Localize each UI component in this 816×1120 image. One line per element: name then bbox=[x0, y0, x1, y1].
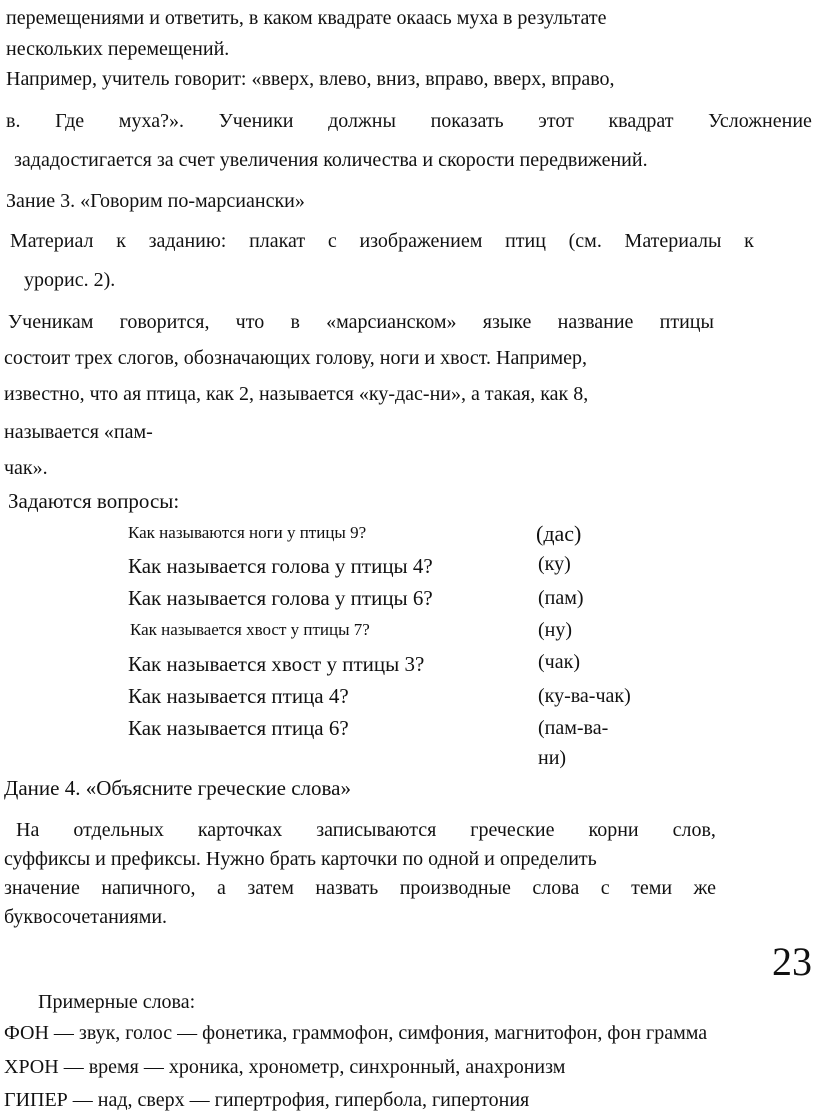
word: Материалы bbox=[624, 230, 722, 252]
task3-paragraph-line-3: известно, что ая птица, как 2, называется «ку-дас-ни», а такая, как 8, bbox=[4, 383, 589, 405]
example-item-2: ХРОН — время — хроника, хронометр, синхронный, анахронизм bbox=[4, 1056, 566, 1078]
word: этот bbox=[538, 110, 574, 132]
intro-line-4 bbox=[6, 109, 812, 133]
examples-heading: Примерные слова: bbox=[38, 991, 196, 1013]
word: корни bbox=[588, 819, 639, 841]
word: квадрат bbox=[608, 110, 674, 132]
word: должны bbox=[328, 110, 396, 132]
word: изображением bbox=[359, 230, 483, 252]
word: муха?». bbox=[118, 110, 184, 132]
word: плакат bbox=[249, 230, 306, 252]
answer-1: (дас) bbox=[536, 521, 582, 546]
question-6: Как называется птица 4? bbox=[128, 684, 349, 708]
questions-heading: Задаются вопросы: bbox=[8, 489, 180, 513]
answer-7: (пам-ва- bbox=[538, 717, 609, 739]
task4-line-4: буквосочетаниями. bbox=[4, 906, 168, 928]
question-2: Как называется голова у птицы 4? bbox=[128, 554, 433, 578]
word: производные bbox=[399, 877, 511, 899]
task4-line-1 bbox=[16, 818, 716, 842]
question-7: Как называется птица 6? bbox=[128, 716, 349, 740]
word: заданию: bbox=[148, 230, 227, 252]
word: же bbox=[693, 877, 716, 899]
intro-line-2: нескольких перемещений. bbox=[6, 38, 230, 60]
word: греческие bbox=[470, 819, 555, 841]
word: что bbox=[235, 311, 265, 333]
question-1: Как называются ноги у птицы 9? bbox=[128, 523, 367, 542]
answer-4: (ну) bbox=[538, 619, 573, 641]
question-5: Как называется хвост у птицы 3? bbox=[128, 652, 425, 676]
task3-paragraph-line-1 bbox=[8, 310, 714, 334]
word: к bbox=[116, 230, 126, 252]
word: языке bbox=[482, 311, 532, 333]
word: слова bbox=[532, 877, 580, 899]
task3-material bbox=[10, 229, 754, 253]
word: Ученикам bbox=[8, 311, 94, 333]
word: значение bbox=[4, 877, 80, 899]
task3-paragraph-line-4: называется «пам- bbox=[4, 421, 153, 443]
task4-title: Дание 4. «Объясните греческие слова» bbox=[4, 776, 351, 800]
word: карточках bbox=[197, 819, 283, 841]
word: к bbox=[744, 230, 754, 252]
word: говорится, bbox=[119, 311, 210, 333]
question-4: Как называется хвост у птицы 7? bbox=[130, 620, 370, 639]
word: назвать bbox=[315, 877, 379, 899]
word: показать bbox=[430, 110, 504, 132]
answer-6: (ку-ва-чак) bbox=[538, 685, 631, 707]
word: теми bbox=[631, 877, 673, 899]
word: в. bbox=[6, 110, 21, 132]
word: записываются bbox=[316, 819, 437, 841]
word: с bbox=[327, 230, 337, 252]
task3-paragraph-line-5: чак». bbox=[4, 457, 48, 479]
word: отдельных bbox=[73, 819, 164, 841]
word: На bbox=[16, 819, 40, 841]
example-item-3: ГИПЕР — над, сверх — гипертрофия, гипербола, гипертония bbox=[4, 1089, 530, 1111]
intro-line-1: перемещениями и ответить, в каком квадрате окаась муха в результате bbox=[6, 7, 607, 29]
word: птиц bbox=[505, 230, 546, 252]
word: Усложнение bbox=[708, 110, 812, 132]
example-item-1: ФОН — звук, голос — фонетика, граммофон, симфония, магнитофон, фон грамма bbox=[4, 1022, 708, 1044]
word: птицы bbox=[659, 311, 714, 333]
answer-2: (ку) bbox=[538, 553, 571, 575]
word: название bbox=[557, 311, 634, 333]
intro-line-3: Например, учитель говорит: «вверх, влево, вниз, вправо, вверх, вправо, bbox=[6, 68, 615, 90]
word: напичного, bbox=[101, 877, 196, 899]
intro-line-5: зададостигается за счет увеличения количества и скорости передвижений. bbox=[14, 149, 648, 171]
task4-line-2: суффиксы и префиксы. Нужно брать карточки по одной и определить bbox=[4, 848, 597, 870]
word: слов, bbox=[672, 819, 716, 841]
page-number: 23 bbox=[772, 939, 812, 984]
word: в bbox=[290, 311, 300, 333]
question-3: Как называется голова у птицы 6? bbox=[128, 586, 433, 610]
task3-material-line-2: урорис. 2). bbox=[24, 269, 116, 291]
word: «марсианском» bbox=[326, 311, 457, 333]
word: с bbox=[600, 877, 610, 899]
word: Материал bbox=[10, 230, 94, 252]
word: а bbox=[217, 877, 226, 899]
word: Где bbox=[55, 110, 85, 132]
word: затем bbox=[247, 877, 294, 899]
task3-paragraph-line-2: состоит трех слогов, обозначающих голову, ноги и хвост. Например, bbox=[4, 347, 588, 369]
word: (см. bbox=[568, 230, 602, 252]
word: Ученики bbox=[218, 110, 294, 132]
answer-7-continued: ни) bbox=[538, 747, 567, 769]
answer-5: (чак) bbox=[538, 651, 580, 673]
task3-title: Зание 3. «Говорим по-марсиански» bbox=[6, 190, 305, 212]
answer-3: (пам) bbox=[538, 587, 584, 609]
task4-line-3 bbox=[4, 876, 716, 900]
